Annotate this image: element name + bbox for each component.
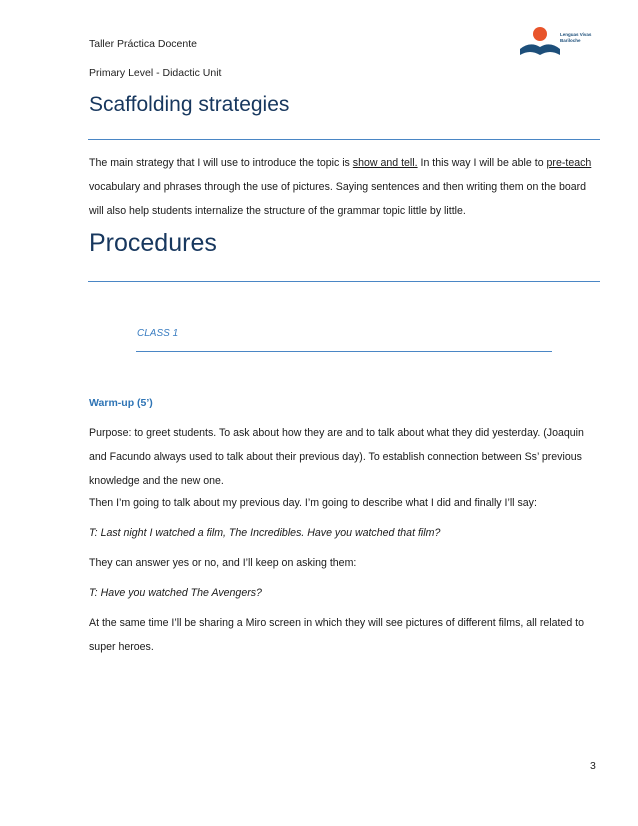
class-label: CLASS 1	[137, 328, 179, 339]
logo-text	[560, 32, 591, 44]
strategy-paragraph	[89, 151, 601, 223]
strategy-text-b: In this way I will be able to	[417, 157, 547, 169]
logo-text-line-1: Lenguas Vivas	[560, 32, 592, 37]
logo-text-line-2: Bariloche	[560, 38, 581, 43]
teacher-quote-2: T: Have you watched The Avengers?	[89, 587, 262, 599]
strategy-text-a: The main strategy that I will use to introduce the topic is	[89, 157, 353, 169]
section-title-scaffolding: Scaffolding strategies	[89, 93, 290, 116]
answer-paragraph: They can answer yes or no, and I’ll keep on asking them:	[89, 557, 357, 569]
sharing-paragraph: At the same time I’ll be sharing a Miro screen in which they will see pictures of different films, all related to super heroes.	[89, 617, 584, 653]
class-divider	[136, 351, 552, 352]
warmup-heading: Warm-up (5’)	[89, 397, 153, 409]
purpose-paragraph: Purpose: to greet students. To ask about how they are and to talk about what they did yesterday. (Joaquin and Facundo always used to talk about their previous day). To establish connection between Ss’ previous knowledge and the new one.	[89, 427, 584, 487]
header-course-name: Taller Práctica Docente	[89, 38, 197, 50]
logo-book-icon	[520, 44, 560, 55]
pre-teach-link[interactable]: pre-teach	[546, 157, 592, 169]
strategy-text-c: vocabulary and phrases through the use of pictures. Saying sentences and then writing them on the board will also help students internalize the structure of the grammar topic little by little.	[89, 181, 587, 217]
section-divider	[88, 281, 600, 282]
teacher-quote-1: T: Last night I watched a film, The Incredibles. Have you watched that film?	[89, 527, 441, 539]
section-divider	[88, 139, 600, 140]
logo-sun-icon	[533, 27, 547, 41]
header-unit-name: Primary Level - Didactic Unit	[89, 67, 222, 79]
page-number: 3	[590, 760, 596, 772]
show-and-tell-link[interactable]: show and tell.	[352, 157, 418, 169]
section-title-procedures: Procedures	[89, 229, 217, 257]
then-paragraph: Then I’m going to talk about my previous day. I’m going to describe what I did and finally I’ll say:	[89, 497, 537, 509]
